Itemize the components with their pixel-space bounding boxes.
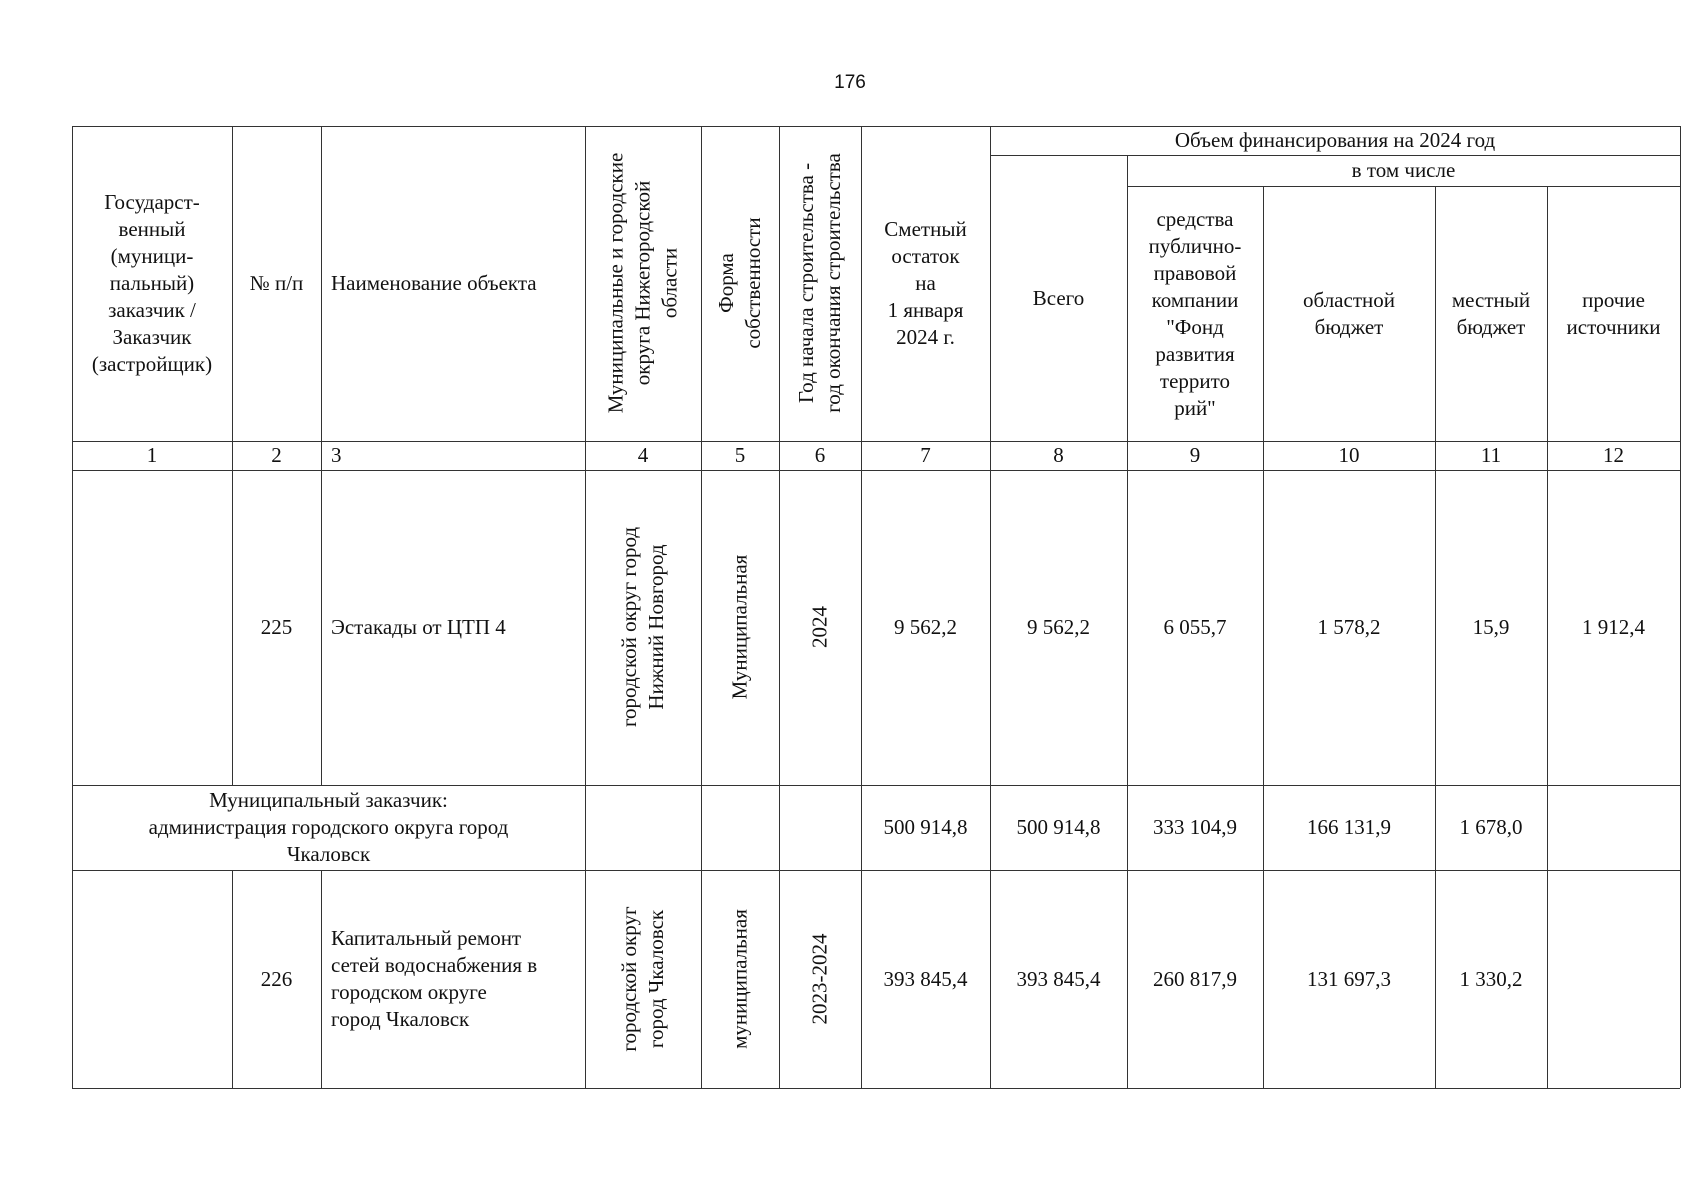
row-225-regional: 1 578,2 xyxy=(1317,615,1381,639)
colnum-11: 11 xyxy=(1480,443,1502,467)
row-226-other xyxy=(1547,870,1680,1088)
header-fund: средства публично- правовой компании "Фонд развития террито рий" xyxy=(1148,206,1242,420)
row-225-local: 15,9 xyxy=(1472,615,1510,639)
row-225-customer xyxy=(72,470,232,785)
customer-row-local: 1 678,0 xyxy=(1459,815,1523,839)
row-226-municipality: городской округ город Чкаловск xyxy=(617,906,668,1052)
header-years: Год начала строительства - год окончания строительства xyxy=(794,153,845,413)
row-226-ownership: муниципальная xyxy=(727,909,752,1049)
header-regional: областной бюджет xyxy=(1303,287,1395,339)
page-number: 176 xyxy=(834,72,866,93)
row-225-estimate: 9 562,2 xyxy=(894,615,957,639)
customer-row-fund: 333 104,9 xyxy=(1153,815,1237,839)
colnum-2: 2 xyxy=(271,443,282,467)
colnum-9: 9 xyxy=(1189,443,1201,467)
header-total: Всего xyxy=(1032,285,1085,310)
row-226-customer xyxy=(72,870,232,1088)
header-object-name: Наименование объекта xyxy=(331,271,537,295)
customer-row-label: Муниципальный заказчик: администрация городского округа город Чкаловск xyxy=(148,788,509,866)
header-customer: Государст- венный (муници- пальный) заказчик / Заказчик (застройщик) xyxy=(91,190,213,376)
customer-row-estimate: 500 914,8 xyxy=(883,815,968,839)
colnum-5: 5 xyxy=(734,443,746,467)
header-other: прочие источники xyxy=(1566,287,1661,339)
row-225-total: 9 562,2 xyxy=(1027,615,1090,639)
customer-row-total: 500 914,8 xyxy=(1016,815,1101,839)
colnum-3: 3 xyxy=(331,443,342,467)
row-225-other: 1 912,4 xyxy=(1582,615,1645,639)
colnum-7: 7 xyxy=(920,443,931,467)
row-226-fund: 260 817,9 xyxy=(1153,966,1237,991)
header-local: местный бюджет xyxy=(1451,287,1531,339)
row-226-years: 2023-2024 xyxy=(807,933,832,1025)
customer-row-regional: 166 131,9 xyxy=(1307,815,1391,839)
header-ownership: Форма собственности xyxy=(714,217,765,349)
row-226-local: 1 330,2 xyxy=(1459,966,1523,991)
header-funding-title: Объем финансирования на 2024 год xyxy=(1174,128,1496,152)
colnum-4: 4 xyxy=(637,443,649,467)
colnum-10: 10 xyxy=(1338,443,1360,467)
row-226-total: 393 845,4 xyxy=(1016,966,1101,991)
row-226-number: 226 xyxy=(260,966,293,991)
row-226-estimate: 393 845,4 xyxy=(883,966,968,991)
header-including: в том числе xyxy=(1351,158,1456,182)
row-226-regional: 131 697,3 xyxy=(1307,966,1391,991)
header-number: № п/п xyxy=(249,271,304,295)
colnum-8: 8 xyxy=(1053,443,1064,467)
colnum-6: 6 xyxy=(814,443,826,467)
row-225-municipality: городской округ город Нижний Новгород xyxy=(617,526,668,728)
row-225-number: 225 xyxy=(260,615,293,639)
row-225-ownership: Муниципальная xyxy=(727,554,752,700)
row-226-object-name: Капитальный ремонт сетей водоснабжения в городском округе город Чкаловск xyxy=(331,926,538,1031)
row-225-object-name: Эстакады от ЦТП 4 xyxy=(331,615,506,639)
header-estimate: Сметный остаток на 1 января 2024 г. xyxy=(884,217,967,349)
header-municipality: Муниципальные и городские округа Нижегородской области xyxy=(603,152,682,414)
colnum-1: 1 xyxy=(146,443,158,467)
row-225-years: 2024 xyxy=(807,606,832,648)
row-225-fund: 6 055,7 xyxy=(1163,615,1227,639)
colnum-12: 12 xyxy=(1603,443,1624,467)
customer-row-other xyxy=(1547,785,1680,870)
